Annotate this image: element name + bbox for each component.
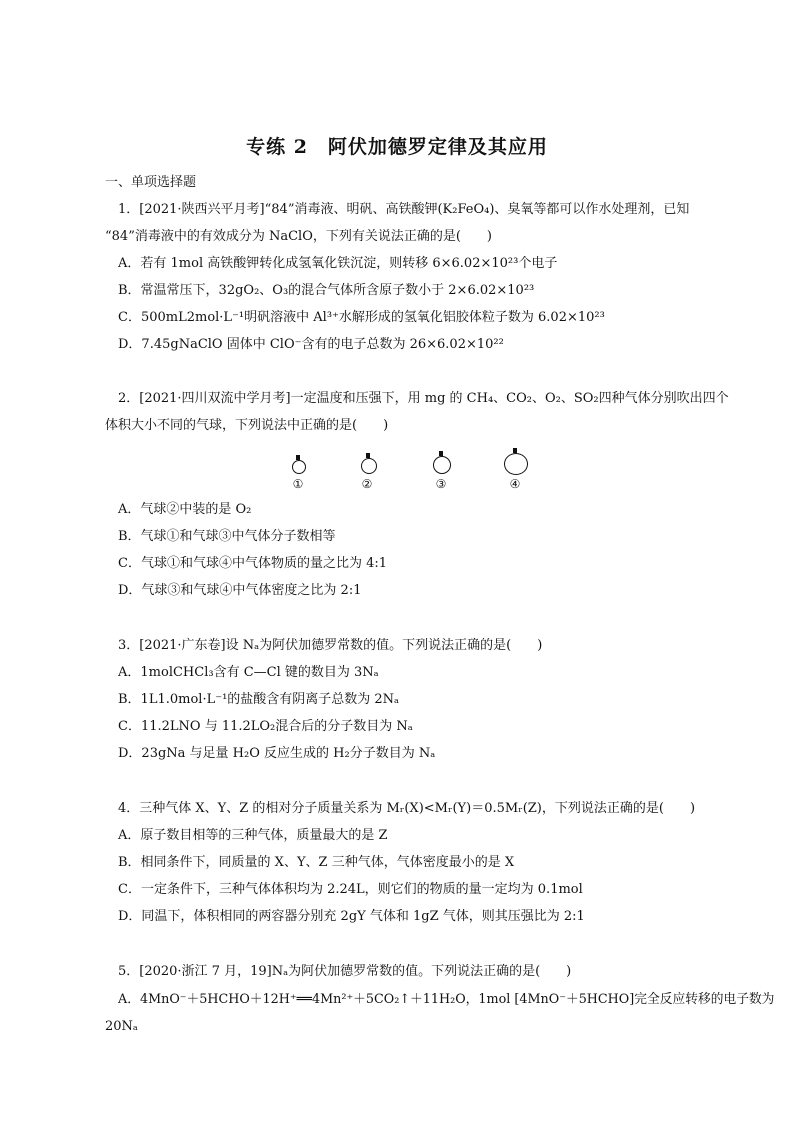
q1-option-d: D．7.45gNaClO 固体中 ClO⁻含有的电子总数为 26×6.02×10²² [118, 337, 504, 352]
balloon-3 [433, 456, 451, 474]
balloon-4 [504, 453, 528, 475]
q1-option-c: C．500mL2mol·L⁻¹明矾溶液中 Al³⁺水解形成的氢氧化铝胶体粒子数为 6.02×10²³ [118, 310, 605, 325]
q4-option-c: C．一定条件下，三种气体体积均为 2.24L，则它们的物质的量一定均为 0.1mol [118, 882, 583, 897]
q3-option-d: D．23gNa 与足量 H₂O 反应生成的 H₂分子数目为 Nₐ [118, 746, 436, 761]
q2-stem-line1: 2．[2021·四川双流中学月考]一定温度和压强下，用 mg 的 CH₄、CO₂、O₂、SO₂四种气体分别吹出四个 [118, 391, 729, 406]
q1-option-a: A．若有 1mol 高铁酸钾转化成氢氧化铁沉淀，则转移 6×6.02×10²³个电子 [118, 256, 558, 271]
q3-stem: 3．[2021·广东卷]设 Nₐ为阿伏加德罗常数的值。下列说法正确的是( ) [118, 638, 543, 653]
q4-stem: 4．三种气体 X、Y、Z 的相对分子质量关系为 Mᵣ(X)<Mᵣ(Y)＝0.5Mᵣ(Z)，下列说法正确的是( ) [118, 801, 696, 816]
q5-option-a-line2: 20Nₐ [105, 1019, 138, 1034]
q1-stem-line2: “84”消毒液中的有效成分为 NaClO，下列有关说法正确的是( ) [105, 229, 492, 244]
balloon-1-label: ① [292, 477, 304, 491]
balloon-1 [292, 460, 306, 474]
q3-option-c: C．11.2LNO 与 11.2LO₂混合后的分子数目为 Nₐ [118, 719, 413, 734]
balloon-4-label: ④ [509, 477, 521, 491]
section-heading: 一、单项选择题 [105, 175, 197, 190]
q4-option-b: B．相同条件下，同质量的 X、Y、Z 三种气体，气体密度最小的是 X [118, 855, 515, 870]
q2-option-c: C．气球①和气球④中气体物质的量之比为 4:1 [118, 556, 388, 571]
q1-stem-line1: 1．[2021·陕西兴平月考]“84”消毒液、明矾、高铁酸钾(K₂FeO₄)、臭氧等都可以作水处理剂，已知 [118, 202, 690, 217]
q2-option-d: D．气球③和气球④中气体密度之比为 2:1 [118, 583, 362, 598]
q2-option-a: A．气球②中装的是 O₂ [118, 502, 252, 517]
q4-option-a: A．原子数目相等的三种气体，质量最大的是 Z [118, 828, 388, 843]
q5-option-a-line1: A．4MnO⁻＋5HCHO＋12H⁺══4Mn²⁺＋5CO₂↑＋11H₂O，1mol [4MnO⁻＋5HCHO]完全反应转移的电子数为 [118, 992, 775, 1007]
q3-option-a: A．1molCHCl₃含有 C—Cl 键的数目为 3Nₐ [118, 665, 379, 680]
balloon-3-label: ③ [435, 477, 447, 491]
q2-stem-line2: 体积大小不同的气球，下列说法中正确的是( ) [105, 418, 389, 433]
q4-option-d: D．同温下，体积相同的两容器分别充 2gY 气体和 1gZ 气体，则其压强比为 2:1 [118, 909, 585, 924]
q2-option-b: B．气球①和气球③中气体分子数相等 [118, 529, 336, 544]
q5-stem: 5．[2020·浙江 7 月，19]Nₐ为阿伏加德罗常数的值。下列说法正确的是( ) [118, 964, 572, 979]
q3-option-b: B．1L1.0mol·L⁻¹的盐酸含有阴离子总数为 2Nₐ [118, 692, 400, 707]
balloon-2-label: ② [361, 477, 373, 491]
q1-option-b: B．常温常压下，32gO₂、O₃的混合气体所含原子数小于 2×6.02×10²³ [118, 283, 535, 298]
balloon-2 [361, 458, 377, 474]
page-title: 专练 2 阿伏加德罗定律及其应用 [246, 136, 548, 158]
